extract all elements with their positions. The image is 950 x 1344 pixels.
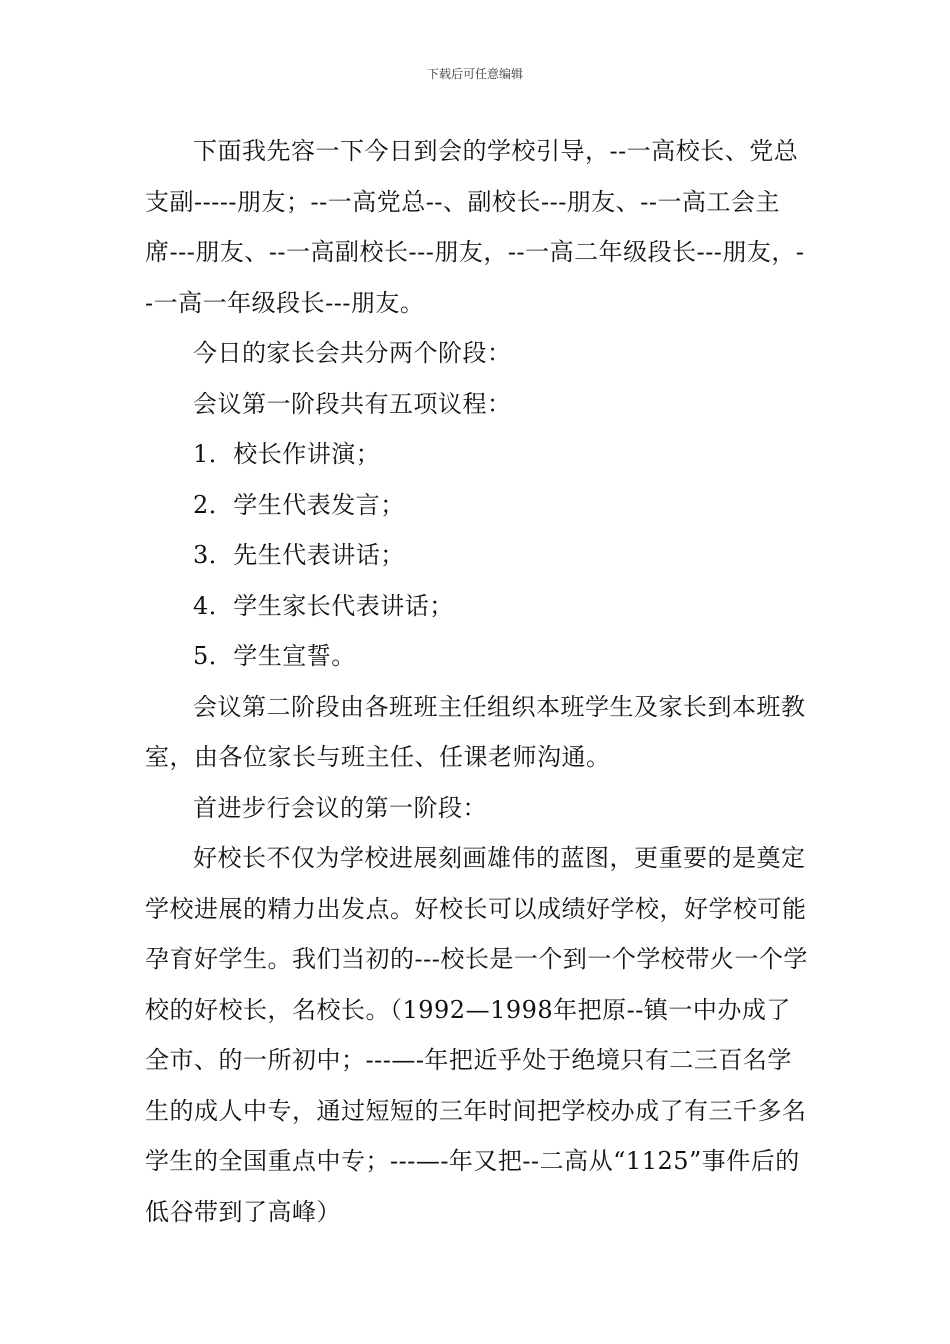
agenda-item-2: 2．学生代表发言； [193,490,405,519]
agenda-item-1: 1．校长作讲演； [193,440,381,468]
agenda-item-4: 4．学生家长代表讲话； [193,591,454,620]
paragraph-begin-first-stage: 首进步行会议的第一阶段： [193,793,487,822]
paragraph-principal-intro: 好校长不仅为学校进展刻画雄伟的蓝图，更重要的是奠定学校进展的精力出发点。好校长可以成绩好学校，好学校可能孕育好学生。我们当初的---校长是一个到一个学校带火一个学校的好校长，名校长。（1992—1998年把原--镇一中办成了全市、的一所初中；---—-年把近乎处于绝境只有二三百名学生的成人中专，通过短短的三年时间把学校办成了有三千多名学生的全国重点中专；---—-年又把--二高从“1125”事件后的低谷带到了高峰） [145,844,808,1226]
paragraph-intro-leaders: 下面我先容一下今日到会的学校引导，--一高校长、党总支副-----朋友；--一高党总--、副校长---朋友、--一高工会主席---朋友、--一高副校长---朋友，--一高二年级段长---朋友，--一高一年级段长---朋友。 [145,137,805,317]
paragraph-first-stage-agenda: 会议第一阶段共有五项议程： [193,389,512,418]
paragraph-two-stages: 今日的家长会共分两个阶段： [193,339,512,367]
document-body [145,126,809,1237]
page-header: 下载后可任意编辑 [426,67,523,81]
agenda-item-5: 5．学生宣誓。 [193,642,356,670]
agenda-item-3: 3．先生代表讲话； [193,541,405,569]
paragraph-second-stage: 会议第二阶段由各班班主任组织本班学生及家长到本班教室，由各位家长与班主任、任课老师沟通。 [145,692,806,771]
